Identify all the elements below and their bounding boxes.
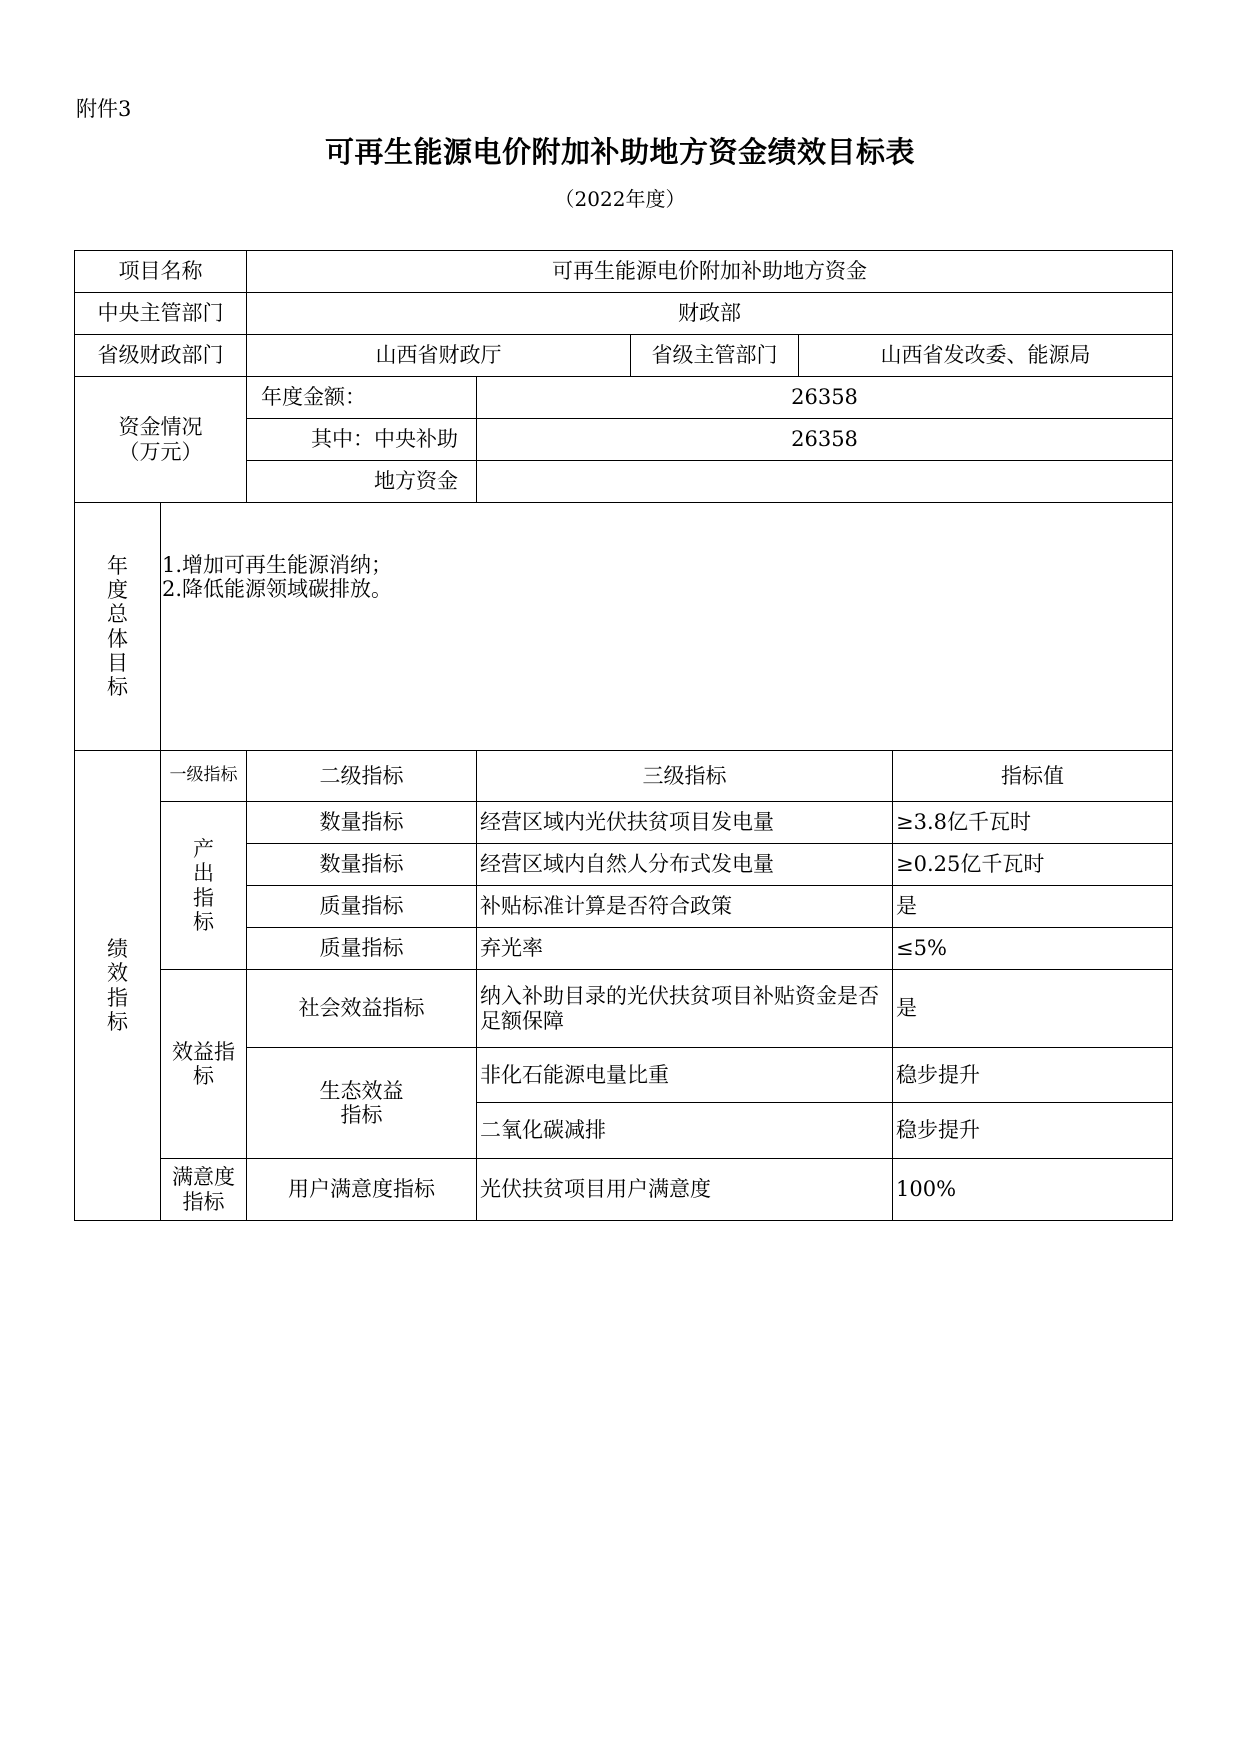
central-dept-label: 中央主管部门: [75, 293, 247, 335]
ecology-level2-line2: 指标: [340, 1103, 383, 1127]
level3-cell: 经营区域内自然人分布式发电量: [477, 844, 893, 886]
level2-cell: 质量指标: [247, 886, 477, 928]
level3-cell: 补贴标准计算是否符合政策: [477, 886, 893, 928]
value-cell: ≤5%: [893, 928, 1173, 970]
ecology-level2-cell: [247, 1048, 477, 1159]
row-project-name: [75, 251, 1173, 293]
level3-cell: 弃光率: [477, 928, 893, 970]
annual-amount-value: 26358: [477, 377, 1173, 419]
central-subsidy-value: 26358: [477, 419, 1173, 461]
prov-dept-value: 山西省发改委、能源局: [799, 335, 1173, 377]
project-name-value: 可再生能源电价附加补助地方资金: [247, 251, 1173, 293]
satisfaction-indicators-label: 满意度指标: [161, 1159, 247, 1221]
row-funds-annual: [75, 377, 1173, 419]
performance-target-table: [74, 250, 1173, 1221]
central-dept-value: 财政部: [247, 293, 1173, 335]
value-cell: 是: [893, 886, 1173, 928]
annual-goal-content: [161, 503, 1173, 751]
level2-cell: 质量指标: [247, 928, 477, 970]
funds-label: [75, 377, 247, 503]
goal-item: 1.增加可再生能源消纳；: [162, 553, 393, 577]
level2-cell: 社会效益指标: [247, 970, 477, 1048]
row-indicator-headers: [75, 751, 1173, 802]
header-level3: 三级指标: [477, 751, 893, 802]
funds-label-line2: （万元）: [118, 439, 203, 464]
central-subsidy-label: 其中：中央补助: [247, 419, 477, 461]
row-central-dept: [75, 293, 1173, 335]
funds-label-line1: 资金情况: [118, 415, 203, 440]
level3-cell: 非化石能源电量比重: [477, 1048, 893, 1103]
level3-cell: 经营区域内光伏扶贫项目发电量: [477, 802, 893, 844]
prov-finance-value: 山西省财政厅: [247, 335, 631, 377]
level2-cell: 数量指标: [247, 802, 477, 844]
value-cell: 是: [893, 970, 1173, 1048]
level3-cell: 光伏扶贫项目用户满意度: [477, 1159, 893, 1221]
level2-cell: 数量指标: [247, 844, 477, 886]
output-indicators-label: 产 出 指 标: [161, 802, 247, 970]
local-funds-label: 地方资金: [247, 461, 477, 503]
year-subtitle: （2022年度）: [554, 187, 686, 211]
project-name-label: 项目名称: [75, 251, 247, 293]
value-cell: 100%: [893, 1159, 1173, 1221]
prov-dept-label: 省级主管部门: [631, 335, 799, 377]
performance-indicators-label: 绩 效 指 标: [75, 751, 161, 1221]
annual-amount-label: 年度金额：: [247, 377, 477, 419]
benefit-indicators-label: 效益指标: [161, 970, 247, 1159]
page-title: 可再生能源电价附加补助地方资金绩效目标表: [324, 135, 915, 169]
value-cell: ≥3.8亿千瓦时: [893, 802, 1173, 844]
row-annual-goal: [75, 503, 1173, 751]
table-row: [75, 1159, 1173, 1221]
table-row: [75, 802, 1173, 844]
level2-cell: 用户满意度指标: [247, 1159, 477, 1221]
header-level1: 一级指标: [161, 751, 247, 802]
value-cell: ≥0.25亿千瓦时: [893, 844, 1173, 886]
attachment-label: 附件3: [76, 97, 132, 121]
level3-cell: 二氧化碳减排: [477, 1103, 893, 1159]
goal-item: 2.降低能源领域碳排放。: [162, 577, 393, 602]
prov-finance-label: 省级财政部门: [75, 335, 247, 377]
row-provincial-depts: [75, 335, 1173, 377]
ecology-level2-line1: 生态效益: [319, 1078, 404, 1103]
value-cell: 稳步提升: [893, 1048, 1173, 1103]
local-funds-value: [477, 461, 1173, 503]
header-value: 指标值: [893, 751, 1173, 802]
value-cell: 稳步提升: [893, 1103, 1173, 1159]
table-row: [75, 970, 1173, 1048]
header-level2: 二级指标: [247, 751, 477, 802]
annual-goal-label: 年 度 总 体 目 标: [75, 503, 161, 751]
level3-cell: 纳入补助目录的光伏扶贫项目补贴资金是否足额保障: [477, 970, 893, 1048]
